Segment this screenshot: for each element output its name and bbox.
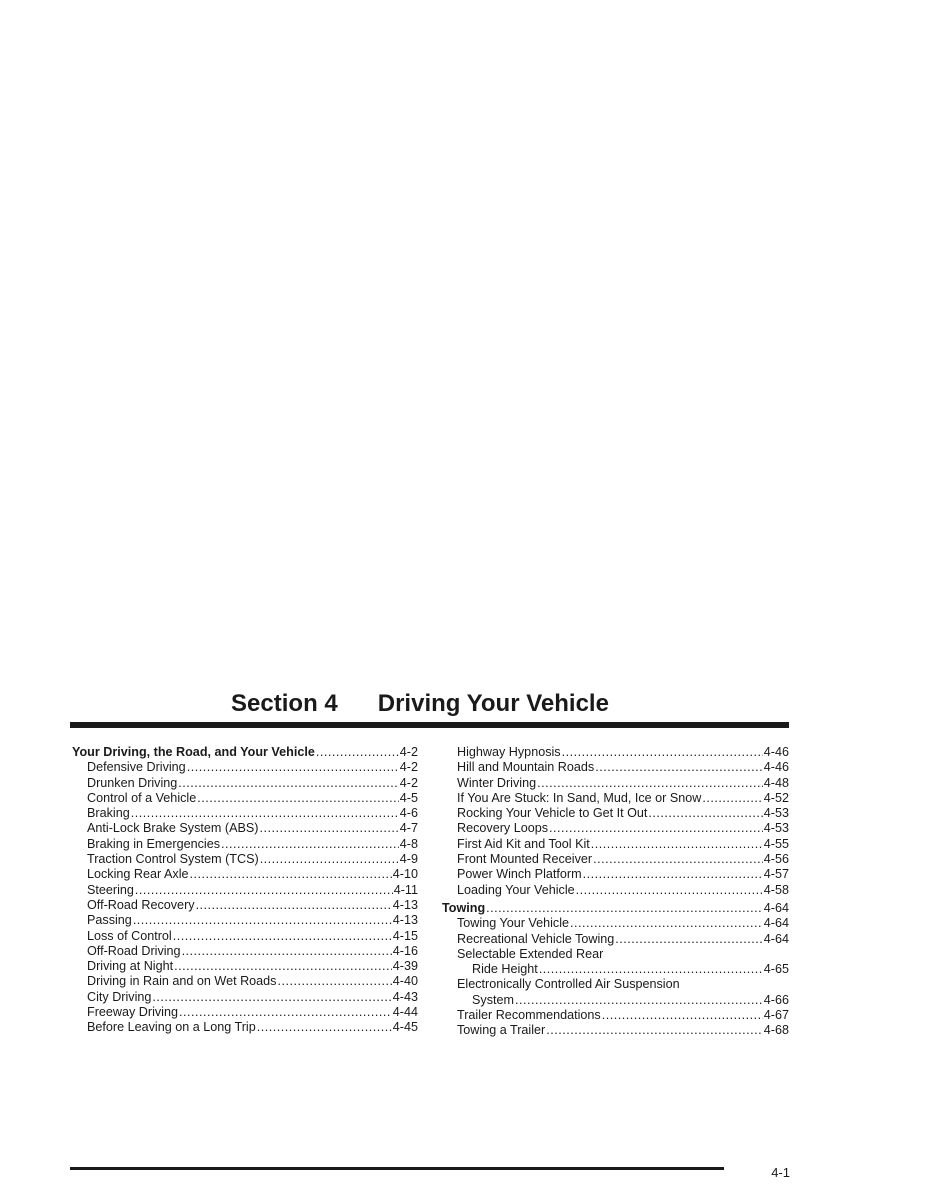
- toc-entry-page: 4-5: [399, 790, 418, 805]
- toc-entry: [72, 883, 418, 898]
- toc-entry-page: 4-64: [763, 900, 789, 915]
- toc-entry-label: Defensive Driving: [87, 760, 186, 775]
- toc-entry: [442, 745, 789, 760]
- toc-entry-label: City Driving: [87, 989, 152, 1004]
- toc-entry-page: 4-2: [399, 775, 418, 790]
- toc-entry-label: Locking Rear Axle: [87, 867, 189, 882]
- toc-entry: [442, 947, 789, 962]
- footer-rule: [70, 1167, 724, 1170]
- toc-entry: [72, 974, 418, 989]
- toc-entry-page: 4-66: [763, 992, 789, 1007]
- toc-leader-dots: [178, 776, 399, 791]
- toc-entry-page: 4-48: [763, 775, 789, 790]
- page-number: 4-1: [771, 1165, 790, 1180]
- toc-entry-label: Off-Road Recovery: [87, 897, 195, 912]
- toc-entry: [442, 837, 789, 852]
- toc-entry-page: 4-67: [763, 1008, 789, 1023]
- toc-entry: [442, 791, 789, 806]
- toc-entry-page: 4-11: [393, 882, 418, 897]
- toc-entry: [72, 867, 418, 882]
- toc-entry: [72, 837, 418, 852]
- toc-entry: [442, 962, 789, 977]
- toc-entry-label: Hill and Mountain Roads: [457, 760, 595, 775]
- toc-entry-page: 4-9: [399, 852, 418, 867]
- toc-entry-page: 4-64: [763, 916, 789, 931]
- toc-leader-dots: [591, 837, 763, 852]
- toc-leader-dots: [537, 776, 763, 791]
- toc-leader-dots: [595, 760, 763, 775]
- toc-leader-dots: [539, 962, 763, 977]
- toc-entry: [442, 867, 789, 882]
- toc-entry-label: Power Winch Platform: [457, 867, 582, 882]
- toc-leader-dots: [135, 883, 393, 898]
- toc-leader-dots: [187, 760, 399, 775]
- toc-leader-dots: [152, 990, 391, 1005]
- toc-entry-label: Before Leaving on a Long Trip: [87, 1020, 256, 1035]
- toc-entry-label: Driving in Rain and on Wet Roads: [87, 974, 277, 989]
- toc-entry: [442, 1008, 789, 1023]
- toc-leader-dots: [196, 898, 392, 913]
- toc-entry-label: Recovery Loops: [457, 821, 549, 836]
- toc-entry: [72, 791, 418, 806]
- toc-entry: [72, 913, 418, 928]
- toc-entry-page: 4-39: [392, 959, 418, 974]
- toc-entry-label: Drunken Driving: [87, 775, 178, 790]
- toc-entry: [442, 821, 789, 836]
- toc-entry: [442, 776, 789, 791]
- toc-entry-label: Steering: [87, 882, 134, 897]
- toc-entry-page: 4-46: [763, 745, 789, 759]
- toc-left-column: [72, 745, 418, 1036]
- toc-leader-dots: [182, 944, 392, 959]
- toc-leader-dots: [549, 821, 763, 836]
- toc-leader-dots: [259, 821, 398, 836]
- toc-entry-page: 4-2: [399, 760, 418, 775]
- toc-leader-dots: [602, 1008, 763, 1023]
- toc-entry: [72, 821, 418, 836]
- toc-entry-page: 4-55: [763, 836, 789, 851]
- toc-entry-page: 4-65: [763, 962, 789, 977]
- toc-entry: [442, 806, 789, 821]
- toc-leader-dots: [190, 867, 392, 882]
- toc-entry-label: Off-Road Driving: [87, 943, 181, 958]
- toc-entry: [72, 944, 418, 959]
- toc-leader-dots: [316, 745, 399, 760]
- toc-entry-label: Selectable Extended Rear: [457, 946, 604, 961]
- toc-entry: [442, 852, 789, 867]
- toc-entry-label: Anti-Lock Brake System (ABS): [87, 821, 259, 836]
- toc-entry-label: Highway Hypnosis: [457, 745, 561, 759]
- toc-entry-label: Towing a Trailer: [457, 1023, 546, 1038]
- toc-leader-dots: [197, 791, 399, 806]
- toc-leader-dots: [570, 916, 763, 931]
- toc-leader-dots: [546, 1023, 763, 1038]
- toc-entry: [442, 883, 789, 898]
- toc-entry-label: Passing: [87, 913, 132, 928]
- toc-leader-dots: [133, 913, 392, 928]
- toc-entry: [72, 806, 418, 821]
- toc-entry-label: Towing: [442, 900, 486, 915]
- toc-leader-dots: [257, 1020, 392, 1035]
- toc-entry-label: System: [472, 992, 514, 1007]
- toc-leader-dots: [174, 959, 392, 974]
- toc-entry-page: 4-15: [392, 928, 418, 943]
- toc-entry-label: Your Driving, the Road, and Your Vehicle: [72, 745, 315, 759]
- toc-entry-page: 4-13: [392, 897, 418, 912]
- toc-entry-page: 4-53: [763, 821, 789, 836]
- toc-leader-dots: [486, 901, 763, 916]
- toc-entry-page: 4-16: [392, 943, 418, 958]
- toc-entry-label: Trailer Recommendations: [457, 1008, 601, 1023]
- toc-entry-page: 4-45: [392, 1020, 418, 1035]
- toc-entry-label: Winter Driving: [457, 775, 537, 790]
- toc-entry: [442, 993, 789, 1008]
- toc-entry: [442, 760, 789, 775]
- toc-entry-page: 4-13: [392, 913, 418, 928]
- toc-entry-label: Control of a Vehicle: [87, 790, 197, 805]
- toc-entry-page: 4-43: [392, 989, 418, 1004]
- toc-entry: [72, 898, 418, 913]
- toc-entry-page: 4-6: [399, 806, 418, 821]
- toc-entry-page: 4-52: [763, 790, 789, 805]
- toc-entry-label: Towing Your Vehicle: [457, 916, 570, 931]
- toc-entry-page: 4-8: [399, 836, 418, 851]
- toc-leader-dots: [583, 867, 763, 882]
- toc-heading: [442, 901, 789, 916]
- toc-leader-dots: [615, 932, 762, 947]
- toc-entry-label: Recreational Vehicle Towing: [457, 931, 615, 946]
- toc-leader-dots: [702, 791, 762, 806]
- toc-entry: [72, 1005, 418, 1020]
- toc-entry-page: 4-10: [392, 867, 418, 882]
- toc-entry-label: Front Mounted Receiver: [457, 852, 593, 867]
- toc-entry: [72, 776, 418, 791]
- toc-entry-page: 4-40: [392, 974, 418, 989]
- toc-leader-dots: [131, 806, 399, 821]
- section-number: Section 4: [231, 690, 338, 717]
- toc-leader-dots: [173, 929, 392, 944]
- toc-entry-label: Loss of Control: [87, 928, 172, 943]
- toc-leader-dots: [277, 974, 391, 989]
- toc-entry-page: 4-68: [763, 1023, 789, 1038]
- toc-entry-page: 4-44: [392, 1005, 418, 1020]
- toc-entry-label: Ride Height: [472, 962, 538, 977]
- toc-entry: [72, 1020, 418, 1035]
- toc-heading: [72, 745, 418, 760]
- toc-entry-label: Braking: [87, 806, 130, 821]
- toc-entry-page: 4-64: [763, 931, 789, 946]
- toc-entry-label: Rocking Your Vehicle to Get It Out: [457, 806, 648, 821]
- toc-entry-page: 4-57: [763, 867, 789, 882]
- toc-entry-page: 4-58: [763, 882, 789, 897]
- toc-leader-dots: [515, 993, 763, 1008]
- toc-entry-label: Driving at Night: [87, 959, 174, 974]
- toc-entry-page: 4-2: [399, 745, 418, 759]
- toc-entry-label: First Aid Kit and Tool Kit: [457, 836, 590, 851]
- toc-entry: [72, 852, 418, 867]
- toc-entry-label: Traction Control System (TCS): [87, 852, 259, 867]
- toc-right-column: [442, 745, 789, 1039]
- toc-entry: [442, 977, 789, 992]
- toc-entry-label: If You Are Stuck: In Sand, Mud, Ice or Snow: [457, 790, 702, 805]
- toc-entry: [72, 760, 418, 775]
- toc-entry: [72, 929, 418, 944]
- toc-leader-dots: [260, 852, 399, 867]
- toc-entry-label: Loading Your Vehicle: [457, 882, 575, 897]
- toc-entry: [442, 932, 789, 947]
- toc-entry-page: 4-56: [763, 852, 789, 867]
- toc-leader-dots: [576, 883, 763, 898]
- toc-leader-dots: [648, 806, 762, 821]
- toc-leader-dots: [221, 837, 399, 852]
- toc-entry-label: Braking in Emergencies: [87, 836, 220, 851]
- toc-entry-label: Electronically Controlled Air Suspension: [457, 977, 680, 992]
- toc-entry: [442, 1023, 789, 1038]
- toc-entry: [72, 990, 418, 1005]
- toc-entry-label: Freeway Driving: [87, 1005, 178, 1020]
- toc-entry-page: 4-53: [763, 806, 789, 821]
- section-name: Driving Your Vehicle: [377, 690, 609, 717]
- toc-leader-dots: [179, 1005, 392, 1020]
- section-title: [0, 690, 840, 718]
- title-rule: [70, 722, 789, 728]
- toc-entry-page: 4-7: [399, 821, 418, 836]
- toc-entry: [442, 916, 789, 931]
- toc-entry: [72, 959, 418, 974]
- toc-leader-dots: [562, 745, 763, 760]
- toc-leader-dots: [593, 852, 763, 867]
- toc-entry-page: 4-46: [763, 760, 789, 775]
